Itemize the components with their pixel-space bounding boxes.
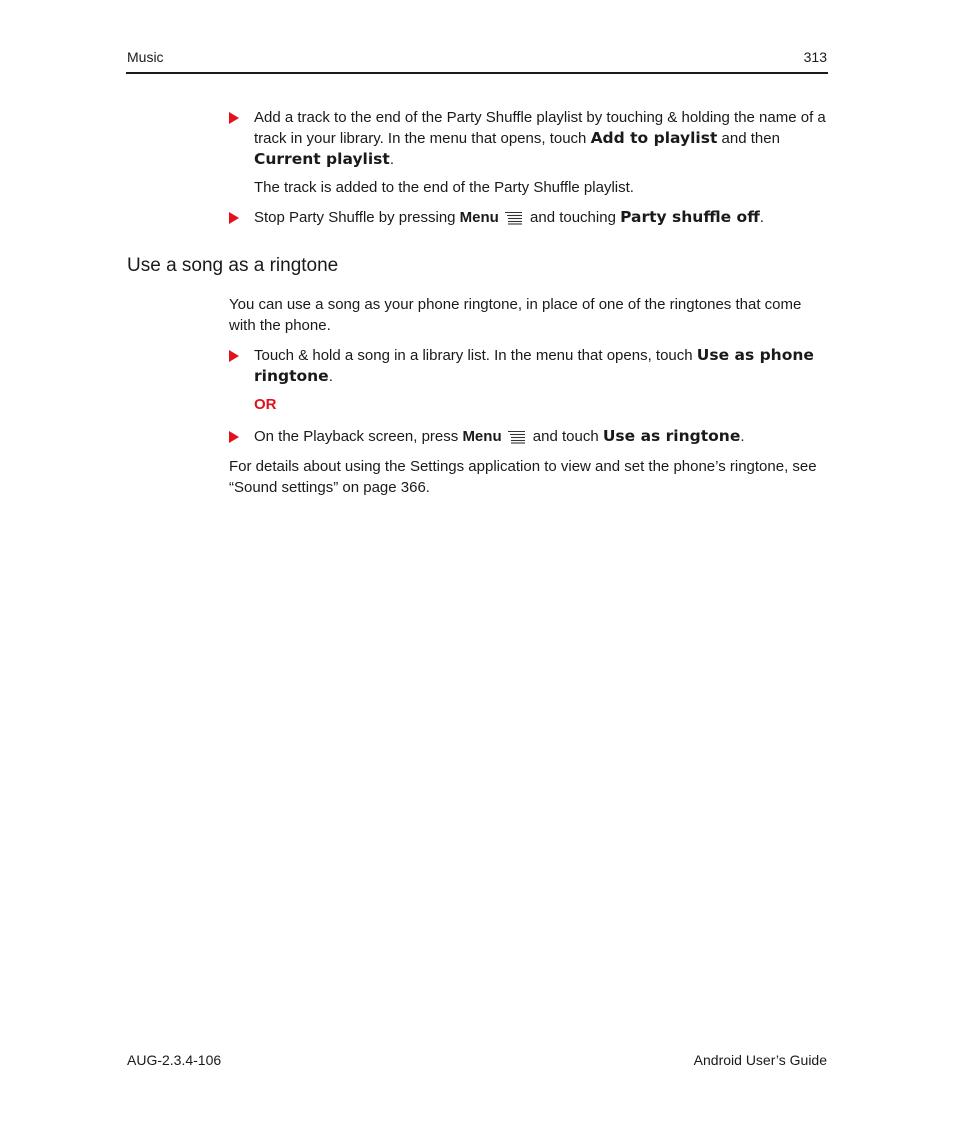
ui-term-use-as-phone-ringtone: Use as phone ringtone — [254, 346, 814, 385]
menu-lines-icon — [506, 430, 526, 444]
ui-term-party-shuffle-off: Party shuffle off — [620, 208, 760, 226]
red-triangle-bullet-icon — [229, 350, 239, 362]
red-triangle-bullet-icon — [229, 112, 239, 124]
page-number: 313 — [803, 49, 827, 65]
ui-term-use-as-ringtone: Use as ringtone — [602, 427, 741, 445]
header-section: Music — [127, 49, 164, 65]
header-divider — [126, 72, 828, 74]
section-intro: You can use a song as your phone ringtone, in place of one of the ringtones that come with the phone. — [229, 296, 802, 334]
result-text: The track is added to the end of the Party Shuffle playlist. — [254, 179, 634, 196]
ui-term-menu: Menu — [459, 209, 499, 226]
footer-guide-title: Android User’s Guide — [693, 1052, 827, 1068]
section-heading: Use a song as a ringtone — [127, 255, 339, 276]
menu-lines-icon — [503, 211, 523, 225]
step-text: Add a track to the end of the Party Shuffle playlist by touching & holding the name of a track in your library. In the menu that opens, touch Add to playlist and then Current playlist. — [254, 109, 826, 168]
details-paragraph: For details about using the Settings application to view and set the phone’s ringtone, see “Sound settings” on page 366. — [229, 458, 817, 496]
step-text: Touch & hold a song in a library list. In the menu that opens, touch Use as phone ringtone. — [254, 346, 814, 385]
ui-term-current-playlist: Current playlist — [254, 150, 390, 168]
ui-term-add-to-playlist: Add to playlist — [590, 129, 718, 147]
footer-doc-id: AUG-2.3.4-106 — [127, 1052, 222, 1068]
or-separator: OR — [254, 396, 277, 413]
step-text: On the Playback screen, press Menu and touch Use as ringtone. — [254, 427, 745, 445]
step-text: Stop Party Shuffle by pressing Menu and touching Party shuffle off. — [254, 208, 764, 226]
red-triangle-bullet-icon — [229, 431, 239, 443]
ui-term-menu: Menu — [462, 428, 502, 445]
red-triangle-bullet-icon — [229, 212, 239, 224]
